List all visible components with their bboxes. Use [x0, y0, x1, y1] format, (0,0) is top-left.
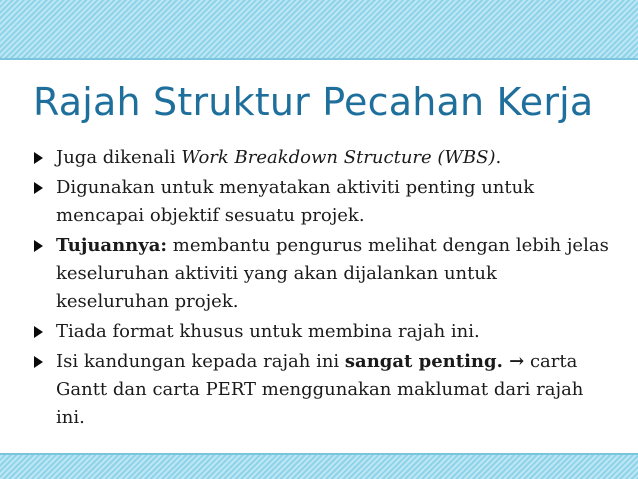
bullet-bold-term: sangat penting.	[344, 351, 503, 372]
bullet-text-end: .	[495, 147, 502, 168]
bullet-item-purpose-use	[34, 174, 614, 230]
bullet-text: membantu pengurus melihat dengan lebih jelas keseluruhan aktiviti yang akan dijalankan untuk keseluruhan projek.	[56, 235, 609, 312]
bullet-item-wbs	[34, 144, 614, 172]
bullet-italic-term: Work Breakdown Structure (WBS)	[181, 147, 496, 168]
bullet-icon	[34, 326, 43, 338]
decorative-top-band	[0, 0, 638, 60]
bullet-item-objective	[34, 232, 614, 316]
slide-title: Rajah Struktur Pecahan Kerja	[33, 80, 594, 124]
bullet-icon	[34, 182, 43, 194]
decorative-bottom-band	[0, 453, 638, 479]
bottom-band-rule	[0, 453, 638, 455]
bullet-text-end: carta Gantt dan carta PERT menggunakan maklumat dari rajah ini.	[56, 351, 584, 428]
bullet-text: Isi kandungan kepada rajah ini	[56, 351, 345, 372]
arrow-right-icon: →	[502, 351, 525, 372]
bullet-list	[34, 144, 614, 432]
bullet-icon	[34, 152, 43, 164]
bullet-text: Digunakan untuk menyatakan aktiviti penting untuk mencapai objektif sesuatu projek.	[56, 177, 535, 226]
bullet-icon	[34, 240, 43, 252]
bullet-text: Tiada format khusus untuk membina rajah ini.	[56, 321, 480, 342]
bullet-item-content	[34, 348, 614, 432]
top-band-rule	[0, 58, 638, 60]
bullet-item-format	[34, 318, 614, 346]
bullet-bold-term: Tujuannya:	[56, 235, 168, 256]
bullet-icon	[34, 356, 43, 368]
bullet-text: Juga dikenali	[56, 147, 182, 168]
